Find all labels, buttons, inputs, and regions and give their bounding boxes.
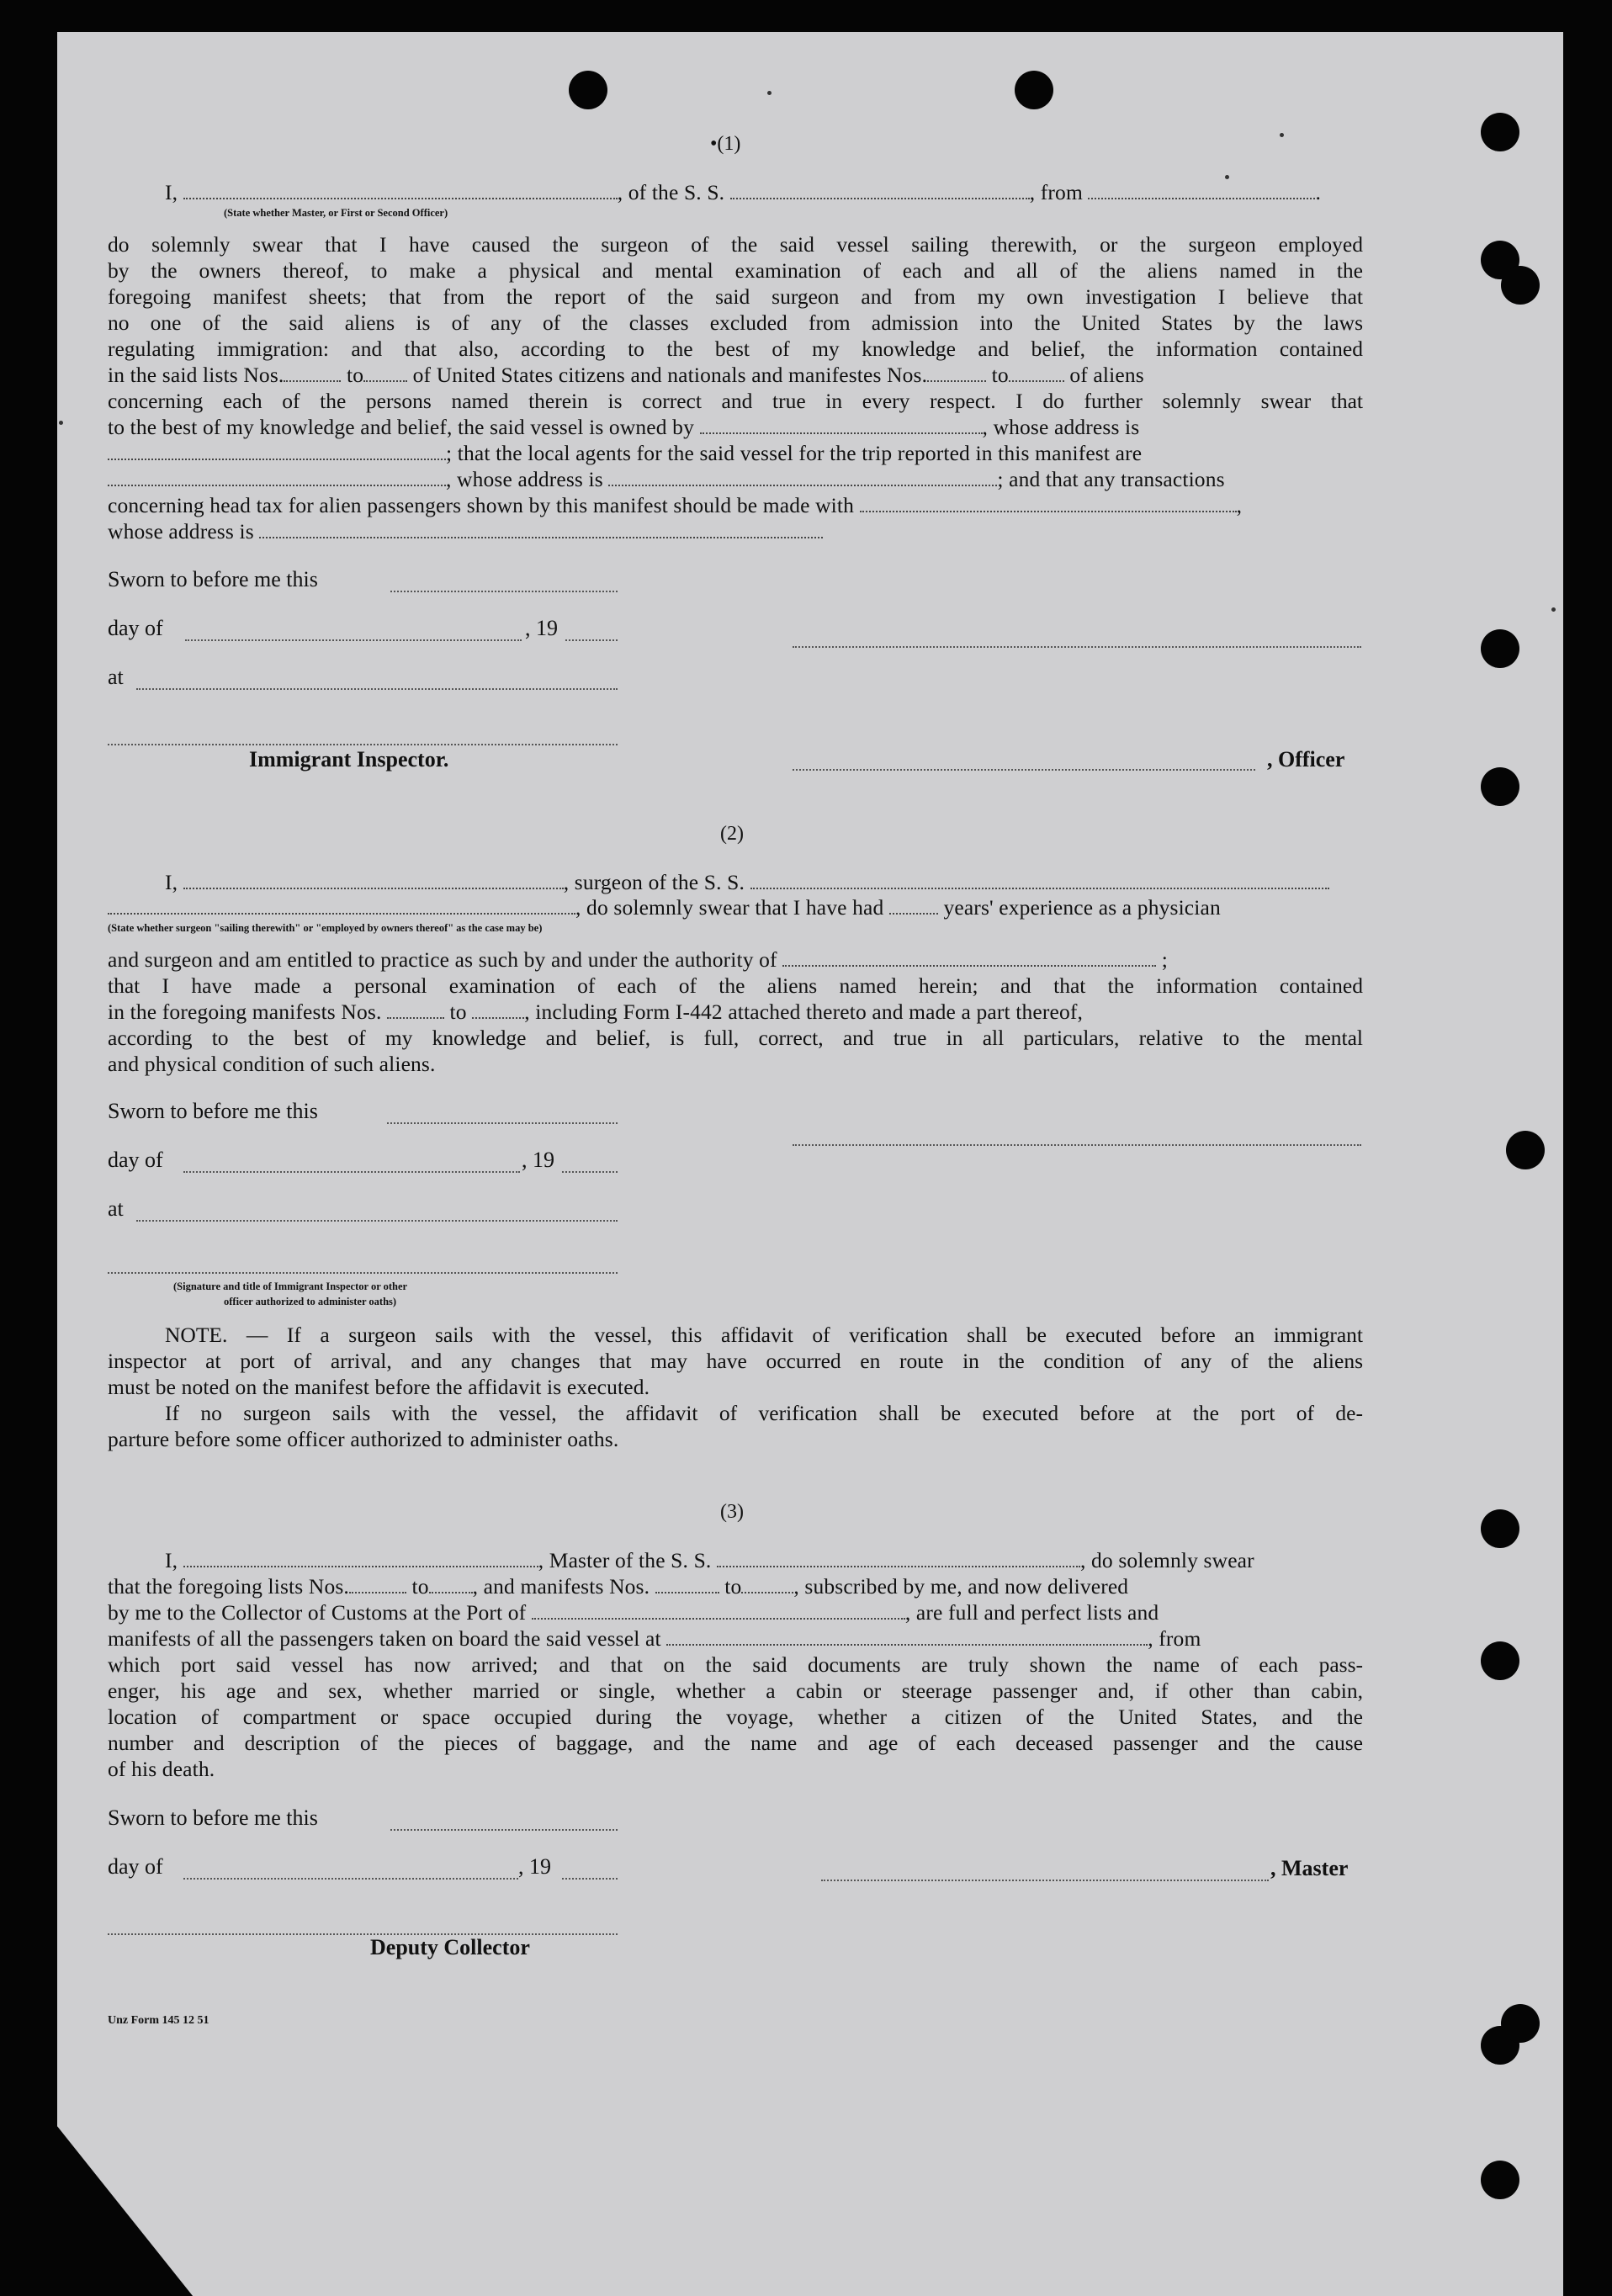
to-label: to: [991, 363, 1009, 387]
aliens-label: of aliens: [1069, 363, 1144, 387]
manifests-from-blank[interactable]: [655, 1591, 719, 1593]
section-3-body-line: which port said vessel has now arrived; and that on the said documents are truly shown the name of each pass-: [108, 1652, 1363, 1677]
semicolon: ;: [1161, 947, 1168, 972]
speck: [1225, 175, 1229, 179]
section-1-body-line: foregoing manifest sheets; that from the report of the said surgeon and from my own investigation I believe that: [108, 284, 1363, 309]
section-1-heading: •(1): [710, 133, 741, 155]
to-label: to: [449, 1000, 467, 1024]
boarding-line: [108, 1626, 1201, 1652]
subscribed-label: , subscribed by me, and now delivered: [793, 1574, 1129, 1599]
punch-hole: [1481, 1509, 1519, 1548]
head-tax-label: concerning head tax for alien passengers shown by this manifest should be made with: [108, 493, 855, 517]
lists-label: in the said lists Nos.: [108, 363, 284, 387]
agents-address-line: [108, 467, 1225, 492]
section-2-body-line: and physical condition of such aliens.: [108, 1052, 436, 1076]
sworn-label: Sworn to before me this: [108, 1099, 318, 1123]
agents-blank[interactable]: [108, 484, 446, 486]
signature-line[interactable]: [793, 646, 1361, 648]
manifests-from-blank[interactable]: [387, 1016, 444, 1019]
punch-hole: [1501, 266, 1540, 305]
whose-address-label: , whose address is: [982, 415, 1140, 439]
sworn-blank[interactable]: [390, 1829, 618, 1831]
swear-label: , do solemnly swear: [1079, 1548, 1254, 1572]
section-2-body-line: according to the best of my knowledge and belief, is full, correct, and true in all particulars, relative to the mental: [108, 1026, 1363, 1050]
master-name-blank[interactable]: [183, 1565, 538, 1567]
surgeon-type-blank[interactable]: [108, 912, 575, 915]
signature-note: officer authorized to administer oaths): [224, 1296, 397, 1307]
inspector-signature-line[interactable]: [108, 1272, 618, 1274]
section-1-body-line: no one of the said aliens is of any of the classes excluded from admission into the United States by the laws: [108, 310, 1363, 335]
agents-label: ; that the local agents for the said vessel for the trip reported in this manifest are: [446, 441, 1143, 465]
manifests-from-blank[interactable]: [927, 379, 986, 382]
year-label: , 19: [518, 1854, 551, 1879]
speck: [767, 91, 772, 95]
head-tax-address-line: [108, 519, 823, 544]
manifests-label: of United States citizens and nationals and manifestes Nos.: [412, 363, 928, 387]
head-tax-address-blank[interactable]: [259, 536, 823, 538]
surgeon-of-label: , surgeon of the S. S.: [563, 870, 745, 894]
deputy-collector-label: Deputy Collector: [370, 1935, 530, 1959]
surgeon-signature-line[interactable]: [793, 1144, 1361, 1146]
sworn-blank[interactable]: [390, 591, 618, 592]
note-line: NOTE. — If a surgeon sails with the vessel, this affidavit of verification shall be executed before an immigrant: [165, 1323, 1363, 1347]
collector-line: [108, 1600, 1159, 1625]
whose-address-label: , whose address is: [446, 467, 603, 491]
day-of-label: day of: [108, 1854, 163, 1879]
boarding-label: manifests of all the passengers taken on board the said vessel at: [108, 1626, 661, 1651]
punch-hole: [1506, 1131, 1545, 1169]
manifests-label: in the foregoing manifests Nos.: [108, 1000, 382, 1024]
sworn-label: Sworn to before me this: [108, 567, 318, 591]
master-label: , Master: [1270, 1856, 1349, 1880]
from-port-blank[interactable]: [1088, 197, 1315, 199]
lists-to-blank[interactable]: [363, 379, 407, 382]
officer-label: , Officer: [1267, 747, 1345, 772]
officer-name-blank[interactable]: [183, 197, 618, 199]
manifests-to-blank[interactable]: [741, 1591, 793, 1593]
day-blank[interactable]: [185, 639, 522, 641]
i-label: I,: [165, 180, 178, 204]
form-i442-label: , including Form I-442 attached thereto and made a part thereof,: [524, 1000, 1084, 1024]
manifests-label: , and manifests Nos.: [472, 1574, 650, 1599]
owner-line: [108, 415, 1139, 440]
comma: ,: [1236, 493, 1243, 517]
authority-label: and surgeon and am entitled to practice as such by and under the authority of: [108, 947, 777, 972]
head-tax-agent-blank[interactable]: [860, 510, 1237, 512]
head-tax-line: [108, 493, 1242, 518]
i-label: I,: [165, 1548, 178, 1572]
section-3-body-line: enger, his age and sex, whether married or single, whether a cabin or steerage passenger and, if other than cabin,: [108, 1678, 1363, 1703]
agents-address-blank[interactable]: [608, 484, 997, 486]
section-1-body-line: by the owners thereof, to make a physical and mental examination of each and all of the aliens named in the: [108, 258, 1363, 283]
at-label: at: [108, 665, 124, 689]
master-of-label: , Master of the S. S.: [538, 1548, 712, 1572]
punch-hole: [1015, 71, 1053, 109]
punch-hole: [1481, 113, 1519, 151]
experience-label: years' experience as a physician: [943, 895, 1221, 920]
section-1-body-line: concerning each of the persons named therein is correct and true in every respect. I do further solemnly swear that: [108, 389, 1363, 413]
section-1-first-line: I, , of the S. S. , from .: [165, 180, 1321, 204]
speck: [59, 421, 63, 425]
speck: [1280, 133, 1284, 137]
section-3-heading: (3): [720, 1501, 744, 1523]
year-blank[interactable]: [562, 1171, 618, 1173]
lists-line: [108, 363, 1144, 388]
year-blank[interactable]: [562, 1878, 618, 1880]
signature-note: (Signature and title of Immigrant Inspector or other: [173, 1281, 408, 1292]
immigrant-inspector-label: Immigrant Inspector.: [249, 747, 449, 772]
swear-label: , do solemnly swear that I have had: [575, 895, 884, 920]
perfect-lists-label: , are full and perfect lists and: [904, 1600, 1159, 1625]
year-label: , 19: [525, 616, 558, 640]
punch-hole: [1481, 629, 1519, 668]
authority-blank[interactable]: [782, 964, 1156, 967]
vessel-name-blank[interactable]: [717, 1565, 1080, 1567]
section-3-body-line: number and description of the pieces of baggage, and the name and age of each deceased passenger and the cause: [108, 1731, 1363, 1755]
year-label: , 19: [522, 1148, 554, 1172]
at-blank[interactable]: [136, 1220, 618, 1222]
from-label: , from: [1029, 180, 1083, 204]
at-blank[interactable]: [136, 688, 618, 690]
punch-hole: [1501, 2004, 1540, 2043]
lists-label: that the foregoing lists Nos.: [108, 1574, 349, 1599]
manifests-line: [108, 1000, 1083, 1025]
speck: [1551, 607, 1556, 612]
day-blank[interactable]: [183, 1171, 520, 1173]
lists-from-blank[interactable]: [284, 379, 341, 382]
owner-blank[interactable]: [700, 432, 983, 434]
lists-from-blank[interactable]: [349, 1591, 406, 1593]
agents-line: [108, 441, 1142, 466]
surgeon-name-blank[interactable]: [183, 887, 564, 889]
section-3-body-line: location of compartment or space occupied during the voyage, whether a citizen of the United States, and the: [108, 1705, 1363, 1729]
year-blank[interactable]: [565, 639, 618, 641]
punch-hole: [1481, 2161, 1519, 2199]
day-of-label: day of: [108, 1148, 163, 1172]
from-label: , from: [1148, 1626, 1201, 1651]
section-1-body-line: regulating immigration: and that also, according to the best of my knowledge and belief, the information contained: [108, 337, 1363, 361]
sworn-label: Sworn to before me this: [108, 1806, 318, 1830]
manifests-to-blank[interactable]: [472, 1016, 524, 1019]
day-of-label: day of: [108, 616, 163, 640]
officer-signature-line[interactable]: [793, 769, 1255, 771]
transactions-label: ; and that any transactions: [997, 467, 1225, 491]
surgeon-type-note: (State whether surgeon "sailing therewith" or "employed by owners thereof" as the case may be): [108, 922, 543, 934]
note-line: inspector at port of arrival, and any changes that may have occurred en route in the condition of any of the aliens: [108, 1349, 1363, 1373]
note-line: parture before some officer authorized to administer oaths.: [108, 1427, 619, 1451]
authority-line: [108, 947, 1168, 973]
punch-hole: [569, 71, 607, 109]
form-number: Unz Form 145 12 51: [108, 2014, 209, 2027]
punch-hole: [1481, 1641, 1519, 1680]
day-blank[interactable]: [183, 1878, 518, 1880]
collector-label: by me to the Collector of Customs at the Port of: [108, 1600, 527, 1625]
to-label: to: [346, 363, 364, 387]
of-ss-label: , of the S. S.: [617, 180, 725, 204]
master-signature-line[interactable]: [821, 1880, 1269, 1881]
section-3-body-line: of his death.: [108, 1757, 215, 1781]
section-2-body-line: that I have made a personal examination of each of the aliens named herein; and that the information contained: [108, 973, 1363, 998]
note-line: If no surgeon sails with the vessel, the affidavit of verification shall be executed before at the port of de-: [165, 1401, 1363, 1425]
inspector-signature-line[interactable]: [108, 744, 618, 745]
boarding-port-blank[interactable]: [666, 1643, 1148, 1646]
experience-line: [108, 895, 1221, 920]
vessel-name-blank[interactable]: [750, 887, 1329, 889]
section-2-heading: (2): [720, 823, 744, 845]
punch-hole: [1481, 767, 1519, 806]
manifests-to-blank[interactable]: [1009, 379, 1064, 382]
lists-line: [108, 1574, 1128, 1599]
whose-address-label: whose address is: [108, 519, 254, 544]
vessel-name-blank[interactable]: [730, 197, 1030, 199]
owner-address-blank[interactable]: [108, 458, 446, 460]
lists-to-blank[interactable]: [429, 1591, 473, 1593]
at-label: at: [108, 1196, 124, 1221]
to-label: to: [411, 1574, 429, 1599]
sworn-blank[interactable]: [387, 1122, 618, 1124]
owned-by-label: to the best of my knowledge and belief, the said vessel is owned by: [108, 415, 694, 439]
officer-rank-note: (State whether Master, or First or Second Officer): [224, 207, 448, 219]
to-label: to: [724, 1574, 742, 1599]
section-3-first-line: [165, 1548, 1254, 1573]
section-1-body-line: do solemnly swear that I have caused the surgeon of the said vessel sailing therewith, or the surgeon employed: [108, 232, 1363, 257]
section-2-first-line: [165, 870, 1329, 895]
i-label: I,: [165, 870, 178, 894]
collector-signature-line[interactable]: [108, 1933, 618, 1935]
note-line: must be noted on the manifest before the affidavit is executed.: [108, 1375, 650, 1399]
port-blank[interactable]: [532, 1617, 905, 1620]
years-blank[interactable]: [889, 912, 938, 915]
